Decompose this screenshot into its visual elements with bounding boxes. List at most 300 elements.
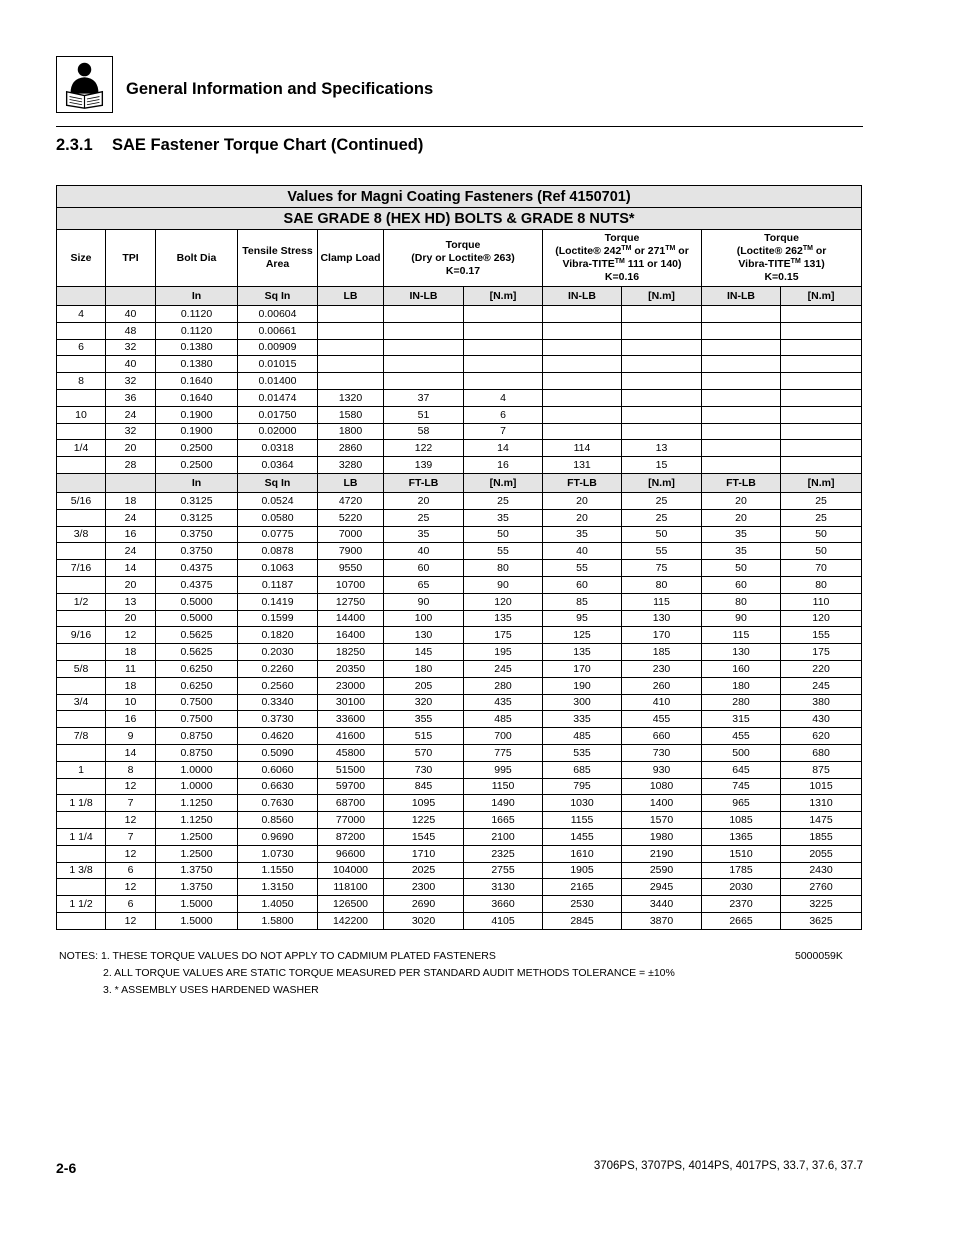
header-torque-loctite-242: Torque (Loctite® 242™ or 271™ or Vibra-TITE™ 111 or 140) K=0.16: [543, 230, 702, 287]
table-cell: [464, 306, 543, 323]
table-row: [57, 509, 862, 526]
table-cell: 0.8750: [156, 728, 238, 745]
table-cell: 660: [622, 728, 702, 745]
table-cell: [781, 389, 862, 406]
table-row: [57, 812, 862, 829]
table-cell: 0.2030: [238, 644, 318, 661]
table-cell: 5/16: [57, 492, 106, 509]
table-cell: [106, 473, 156, 492]
table-cell: 0.6250: [156, 677, 238, 694]
table-cell: 1225: [384, 812, 464, 829]
table-cell: 2665: [702, 912, 781, 929]
column-headers: [57, 230, 862, 287]
table-cell: 0.7500: [156, 694, 238, 711]
table-cell: 0.01400: [238, 373, 318, 390]
table-cell: 1.1550: [238, 862, 318, 879]
table-cell: 1.4050: [238, 896, 318, 913]
table-subtitle: SAE GRADE 8 (HEX HD) BOLTS & GRADE 8 NUTS*: [57, 208, 862, 230]
table-cell: [543, 306, 622, 323]
table-cell: In: [156, 287, 238, 306]
table-cell: 1: [57, 761, 106, 778]
table-cell: 48: [106, 322, 156, 339]
table-cell: 142200: [318, 912, 384, 929]
table-cell: [318, 339, 384, 356]
table-cell: 0.1187: [238, 576, 318, 593]
table-cell: 0.1900: [156, 406, 238, 423]
table-cell: 1665: [464, 812, 543, 829]
table-cell: [702, 306, 781, 323]
table-cell: 28: [106, 457, 156, 474]
table-cell: 1.1250: [156, 795, 238, 812]
table-cell: 320: [384, 694, 464, 711]
table-cell: 1.2500: [156, 828, 238, 845]
table-cell: 100: [384, 610, 464, 627]
table-cell: 4: [464, 389, 543, 406]
table-cell: [57, 812, 106, 829]
table-cell: [781, 322, 862, 339]
table-cell: [57, 778, 106, 795]
table-cell: 130: [702, 644, 781, 661]
table-cell: 90: [464, 576, 543, 593]
table-cell: [464, 356, 543, 373]
table-cell: 965: [702, 795, 781, 812]
table-cell: 0.3750: [156, 526, 238, 543]
table-cell: 0.4375: [156, 576, 238, 593]
table-cell: 0.7630: [238, 795, 318, 812]
table-cell: [702, 440, 781, 457]
table-cell: 6: [57, 339, 106, 356]
table-cell: 7: [464, 423, 543, 440]
table-cell: [N.m]: [781, 473, 862, 492]
table-cell: 37: [384, 389, 464, 406]
table-cell: 515: [384, 728, 464, 745]
table-cell: 1.5800: [238, 912, 318, 929]
table-cell: [318, 322, 384, 339]
table-cell: 51: [384, 406, 464, 423]
table-cell: 58: [384, 423, 464, 440]
table-cell: 185: [622, 644, 702, 661]
table-cell: 2530: [543, 896, 622, 913]
table-cell: 680: [781, 744, 862, 761]
header-divider: [56, 126, 863, 127]
table-cell: 1/2: [57, 593, 106, 610]
table-cell: 570: [384, 744, 464, 761]
table-cell: 0.5625: [156, 627, 238, 644]
table-cell: 0.6060: [238, 761, 318, 778]
table-cell: 195: [464, 644, 543, 661]
table-cell: 24: [106, 406, 156, 423]
table-cell: 260: [622, 677, 702, 694]
table-cell: 11: [106, 660, 156, 677]
table-cell: 96600: [318, 845, 384, 862]
table-cell: 175: [464, 627, 543, 644]
table-cell: [384, 306, 464, 323]
table-cell: 2755: [464, 862, 543, 879]
table-cell: [N.m]: [781, 287, 862, 306]
table-cell: 0.0524: [238, 492, 318, 509]
table-cell: 25: [781, 509, 862, 526]
table-cell: 35: [702, 543, 781, 560]
table-cell: [464, 322, 543, 339]
table-cell: 14: [106, 560, 156, 577]
table-cell: 135: [464, 610, 543, 627]
table-cell: 645: [702, 761, 781, 778]
table-cell: 3280: [318, 457, 384, 474]
table-cell: 8: [106, 761, 156, 778]
table-cell: 0.0580: [238, 509, 318, 526]
table-cell: 1455: [543, 828, 622, 845]
table-cell: FT-LB: [702, 473, 781, 492]
table-cell: [318, 373, 384, 390]
table-cell: [702, 457, 781, 474]
table-cell: 35: [464, 509, 543, 526]
table-cell: 190: [543, 677, 622, 694]
table-cell: 65: [384, 576, 464, 593]
table-cell: 120: [464, 593, 543, 610]
table-cell: 12: [106, 627, 156, 644]
table-cell: 70: [781, 560, 862, 577]
header-tensile-stress-area: Tensile Stress Area: [238, 230, 318, 287]
table-cell: 25: [464, 492, 543, 509]
table-cell: 0.01015: [238, 356, 318, 373]
table-row: [57, 593, 862, 610]
table-row: [57, 457, 862, 474]
table-cell: 60: [384, 560, 464, 577]
table-cell: 700: [464, 728, 543, 745]
table-cell: [622, 356, 702, 373]
table-cell: 2370: [702, 896, 781, 913]
table-cell: 5220: [318, 509, 384, 526]
table-cell: 0.8750: [156, 744, 238, 761]
table-cell: [622, 406, 702, 423]
table-cell: 730: [622, 744, 702, 761]
table-cell: 845: [384, 778, 464, 795]
table-cell: 55: [622, 543, 702, 560]
table-row: [57, 644, 862, 661]
table-cell: 145: [384, 644, 464, 661]
table-row: [57, 778, 862, 795]
table-cell: 126500: [318, 896, 384, 913]
table-cell: 20: [543, 492, 622, 509]
reading-manual-icon: [56, 56, 113, 113]
table-cell: 55: [543, 560, 622, 577]
table-cell: 0.3125: [156, 492, 238, 509]
table-cell: LB: [318, 473, 384, 492]
table-row: [57, 896, 862, 913]
table-cell: FT-LB: [384, 473, 464, 492]
table-cell: 55: [464, 543, 543, 560]
table-cell: 16400: [318, 627, 384, 644]
table-cell: 1.3750: [156, 879, 238, 896]
table-cell: 1155: [543, 812, 622, 829]
table-cell: 1.1250: [156, 812, 238, 829]
table-cell: 995: [464, 761, 543, 778]
table-cell: 115: [622, 593, 702, 610]
model-list: 3706PS, 3707PS, 4014PS, 4017PS, 33.7, 37.6, 37.7: [593, 1160, 863, 1172]
table-cell: 0.4620: [238, 728, 318, 745]
table-cell: [57, 287, 106, 306]
table-notes: [59, 948, 675, 999]
table-cell: [702, 406, 781, 423]
table-cell: 1.3750: [156, 862, 238, 879]
table-cell: 0.1900: [156, 423, 238, 440]
table-cell: 1095: [384, 795, 464, 812]
table-cell: [622, 423, 702, 440]
table-row: [57, 744, 862, 761]
table-cell: 180: [702, 677, 781, 694]
table-cell: 25: [622, 509, 702, 526]
table-cell: 8: [57, 373, 106, 390]
table-cell: FT-LB: [543, 473, 622, 492]
table-cell: 1320: [318, 389, 384, 406]
table-cell: 68700: [318, 795, 384, 812]
table-cell: 25: [622, 492, 702, 509]
table-row: [57, 761, 862, 778]
table-cell: 0.1599: [238, 610, 318, 627]
table-cell: [57, 644, 106, 661]
table-cell: 125: [543, 627, 622, 644]
table-cell: 930: [622, 761, 702, 778]
table-cell: LB: [318, 287, 384, 306]
table-cell: 170: [622, 627, 702, 644]
table-cell: 25: [781, 492, 862, 509]
table-cell: [57, 457, 106, 474]
table-cell: 0.1380: [156, 356, 238, 373]
table-cell: 60: [702, 576, 781, 593]
table-cell: 0.1640: [156, 389, 238, 406]
table-cell: 20: [702, 509, 781, 526]
table-cell: [57, 473, 106, 492]
table-cell: 77000: [318, 812, 384, 829]
table-cell: 0.3730: [238, 711, 318, 728]
table-cell: 50: [702, 560, 781, 577]
table-cell: 1030: [543, 795, 622, 812]
table-cell: [702, 389, 781, 406]
table-cell: 7900: [318, 543, 384, 560]
table-row: [57, 423, 862, 440]
table-cell: [384, 322, 464, 339]
table-row: [57, 879, 862, 896]
table-cell: 20: [543, 509, 622, 526]
table-cell: 25: [384, 509, 464, 526]
table-cell: 0.1120: [156, 306, 238, 323]
table-cell: 18: [106, 492, 156, 509]
table-row: [57, 711, 862, 728]
table-cell: 0.6630: [238, 778, 318, 795]
table-cell: 18: [106, 644, 156, 661]
table-cell: 50: [781, 543, 862, 560]
table-cell: 4: [57, 306, 106, 323]
units-row-ftlb: [57, 473, 862, 492]
table-cell: 18250: [318, 644, 384, 661]
table-cell: 355: [384, 711, 464, 728]
table-cell: [543, 356, 622, 373]
table-cell: [702, 322, 781, 339]
table-cell: 0.1640: [156, 373, 238, 390]
table-cell: 0.5000: [156, 610, 238, 627]
table-title: Values for Magni Coating Fasteners (Ref 4150701): [57, 186, 862, 208]
table-cell: 0.01750: [238, 406, 318, 423]
table-cell: [57, 677, 106, 694]
document-code: 5000059K: [795, 950, 843, 962]
table-cell: 875: [781, 761, 862, 778]
header-bolt-dia: Bolt Dia: [156, 230, 238, 287]
table-cell: 90: [384, 593, 464, 610]
table-cell: 0.7500: [156, 711, 238, 728]
table-cell: 0.5090: [238, 744, 318, 761]
table-cell: 12: [106, 845, 156, 862]
page-number: 2-6: [56, 1160, 77, 1176]
table-cell: 730: [384, 761, 464, 778]
table-cell: 2860: [318, 440, 384, 457]
header-clamp-load: Clamp Load: [318, 230, 384, 287]
table-cell: [622, 306, 702, 323]
table-cell: 2025: [384, 862, 464, 879]
table-cell: 1080: [622, 778, 702, 795]
table-cell: [N.m]: [622, 287, 702, 306]
table-cell: 75: [622, 560, 702, 577]
table-row: [57, 677, 862, 694]
table-row: [57, 610, 862, 627]
table-cell: 775: [464, 744, 543, 761]
table-cell: 15: [622, 457, 702, 474]
table-cell: 0.3125: [156, 509, 238, 526]
table-cell: 1150: [464, 778, 543, 795]
table-cell: 20: [384, 492, 464, 509]
units-row-inlb: [57, 287, 862, 306]
table-cell: 32: [106, 373, 156, 390]
table-cell: 500: [702, 744, 781, 761]
table-cell: [543, 406, 622, 423]
table-cell: 80: [622, 576, 702, 593]
table-cell: 1710: [384, 845, 464, 862]
table-cell: 1/4: [57, 440, 106, 457]
table-cell: 35: [384, 526, 464, 543]
table-cell: 36: [106, 389, 156, 406]
table-cell: 35: [543, 526, 622, 543]
table-cell: [N.m]: [464, 287, 543, 306]
table-cell: 2760: [781, 879, 862, 896]
table-cell: 1365: [702, 828, 781, 845]
table-cell: 1.0730: [238, 845, 318, 862]
table-cell: 1015: [781, 778, 862, 795]
table-cell: 180: [384, 660, 464, 677]
table-cell: [57, 509, 106, 526]
table-cell: 455: [702, 728, 781, 745]
table-cell: 1 1/2: [57, 896, 106, 913]
table-cell: 80: [464, 560, 543, 577]
table-cell: 32: [106, 339, 156, 356]
table-cell: [57, 912, 106, 929]
table-cell: 0.6250: [156, 660, 238, 677]
table-row: [57, 492, 862, 509]
table-cell: 80: [781, 576, 862, 593]
section-title: [56, 136, 423, 155]
table-cell: 220: [781, 660, 862, 677]
table-cell: 115: [702, 627, 781, 644]
table-cell: 10700: [318, 576, 384, 593]
table-cell: 20: [106, 610, 156, 627]
table-cell: 24: [106, 543, 156, 560]
table-row: [57, 389, 862, 406]
table-cell: 485: [543, 728, 622, 745]
table-cell: 0.0878: [238, 543, 318, 560]
table-cell: [384, 339, 464, 356]
table-cell: 59700: [318, 778, 384, 795]
table-cell: 2690: [384, 896, 464, 913]
table-cell: 0.4375: [156, 560, 238, 577]
table-cell: 430: [781, 711, 862, 728]
table-cell: [384, 373, 464, 390]
table-cell: 335: [543, 711, 622, 728]
table-cell: IN-LB: [543, 287, 622, 306]
table-cell: 3440: [622, 896, 702, 913]
table-cell: 41600: [318, 728, 384, 745]
table-cell: 6: [106, 896, 156, 913]
table-cell: 9: [106, 728, 156, 745]
header-torque-loctite-262: Torque (Loctite® 262™ or Vibra-TITE™ 131) K=0.15: [702, 230, 862, 287]
table-cell: [57, 423, 106, 440]
table-cell: [464, 373, 543, 390]
table-cell: 0.02000: [238, 423, 318, 440]
table-cell: 455: [622, 711, 702, 728]
table-cell: [702, 339, 781, 356]
table-cell: 410: [622, 694, 702, 711]
table-cell: 10: [106, 694, 156, 711]
table-cell: 435: [464, 694, 543, 711]
table-row: [57, 543, 862, 560]
table-cell: 1510: [702, 845, 781, 862]
table-cell: 9/16: [57, 627, 106, 644]
table-cell: 32: [106, 423, 156, 440]
table-cell: 1.0000: [156, 778, 238, 795]
table-cell: [622, 373, 702, 390]
table-cell: 90: [702, 610, 781, 627]
table-cell: 12: [106, 778, 156, 795]
table-cell: 4720: [318, 492, 384, 509]
table-cell: [543, 322, 622, 339]
table-cell: 0.00661: [238, 322, 318, 339]
table-cell: 0.5625: [156, 644, 238, 661]
table-cell: [702, 373, 781, 390]
table-cell: 40: [543, 543, 622, 560]
header-size: Size: [57, 230, 106, 287]
table-cell: 85: [543, 593, 622, 610]
table-cell: 2590: [622, 862, 702, 879]
table-row: [57, 627, 862, 644]
note-2: 2. ALL TORQUE VALUES ARE STATIC TORQUE MEASURED PER STANDARD AUDIT METHODS TOLERANCE = ±10%: [103, 967, 675, 979]
torque-chart-table: [56, 185, 862, 930]
table-cell: 0.00909: [238, 339, 318, 356]
table-cell: 2430: [781, 862, 862, 879]
table-cell: 2165: [543, 879, 622, 896]
table-row: [57, 322, 862, 339]
table-cell: 1855: [781, 828, 862, 845]
table-cell: 40: [106, 356, 156, 373]
table-row: [57, 576, 862, 593]
table-cell: 50: [464, 526, 543, 543]
table-row: [57, 406, 862, 423]
table-cell: 80: [702, 593, 781, 610]
table-cell: 1 1/8: [57, 795, 106, 812]
table-cell: 315: [702, 711, 781, 728]
table-cell: 0.0318: [238, 440, 318, 457]
table-row: [57, 862, 862, 879]
table-cell: 7: [106, 828, 156, 845]
table-cell: 7/8: [57, 728, 106, 745]
table-cell: [57, 389, 106, 406]
table-cell: [702, 423, 781, 440]
